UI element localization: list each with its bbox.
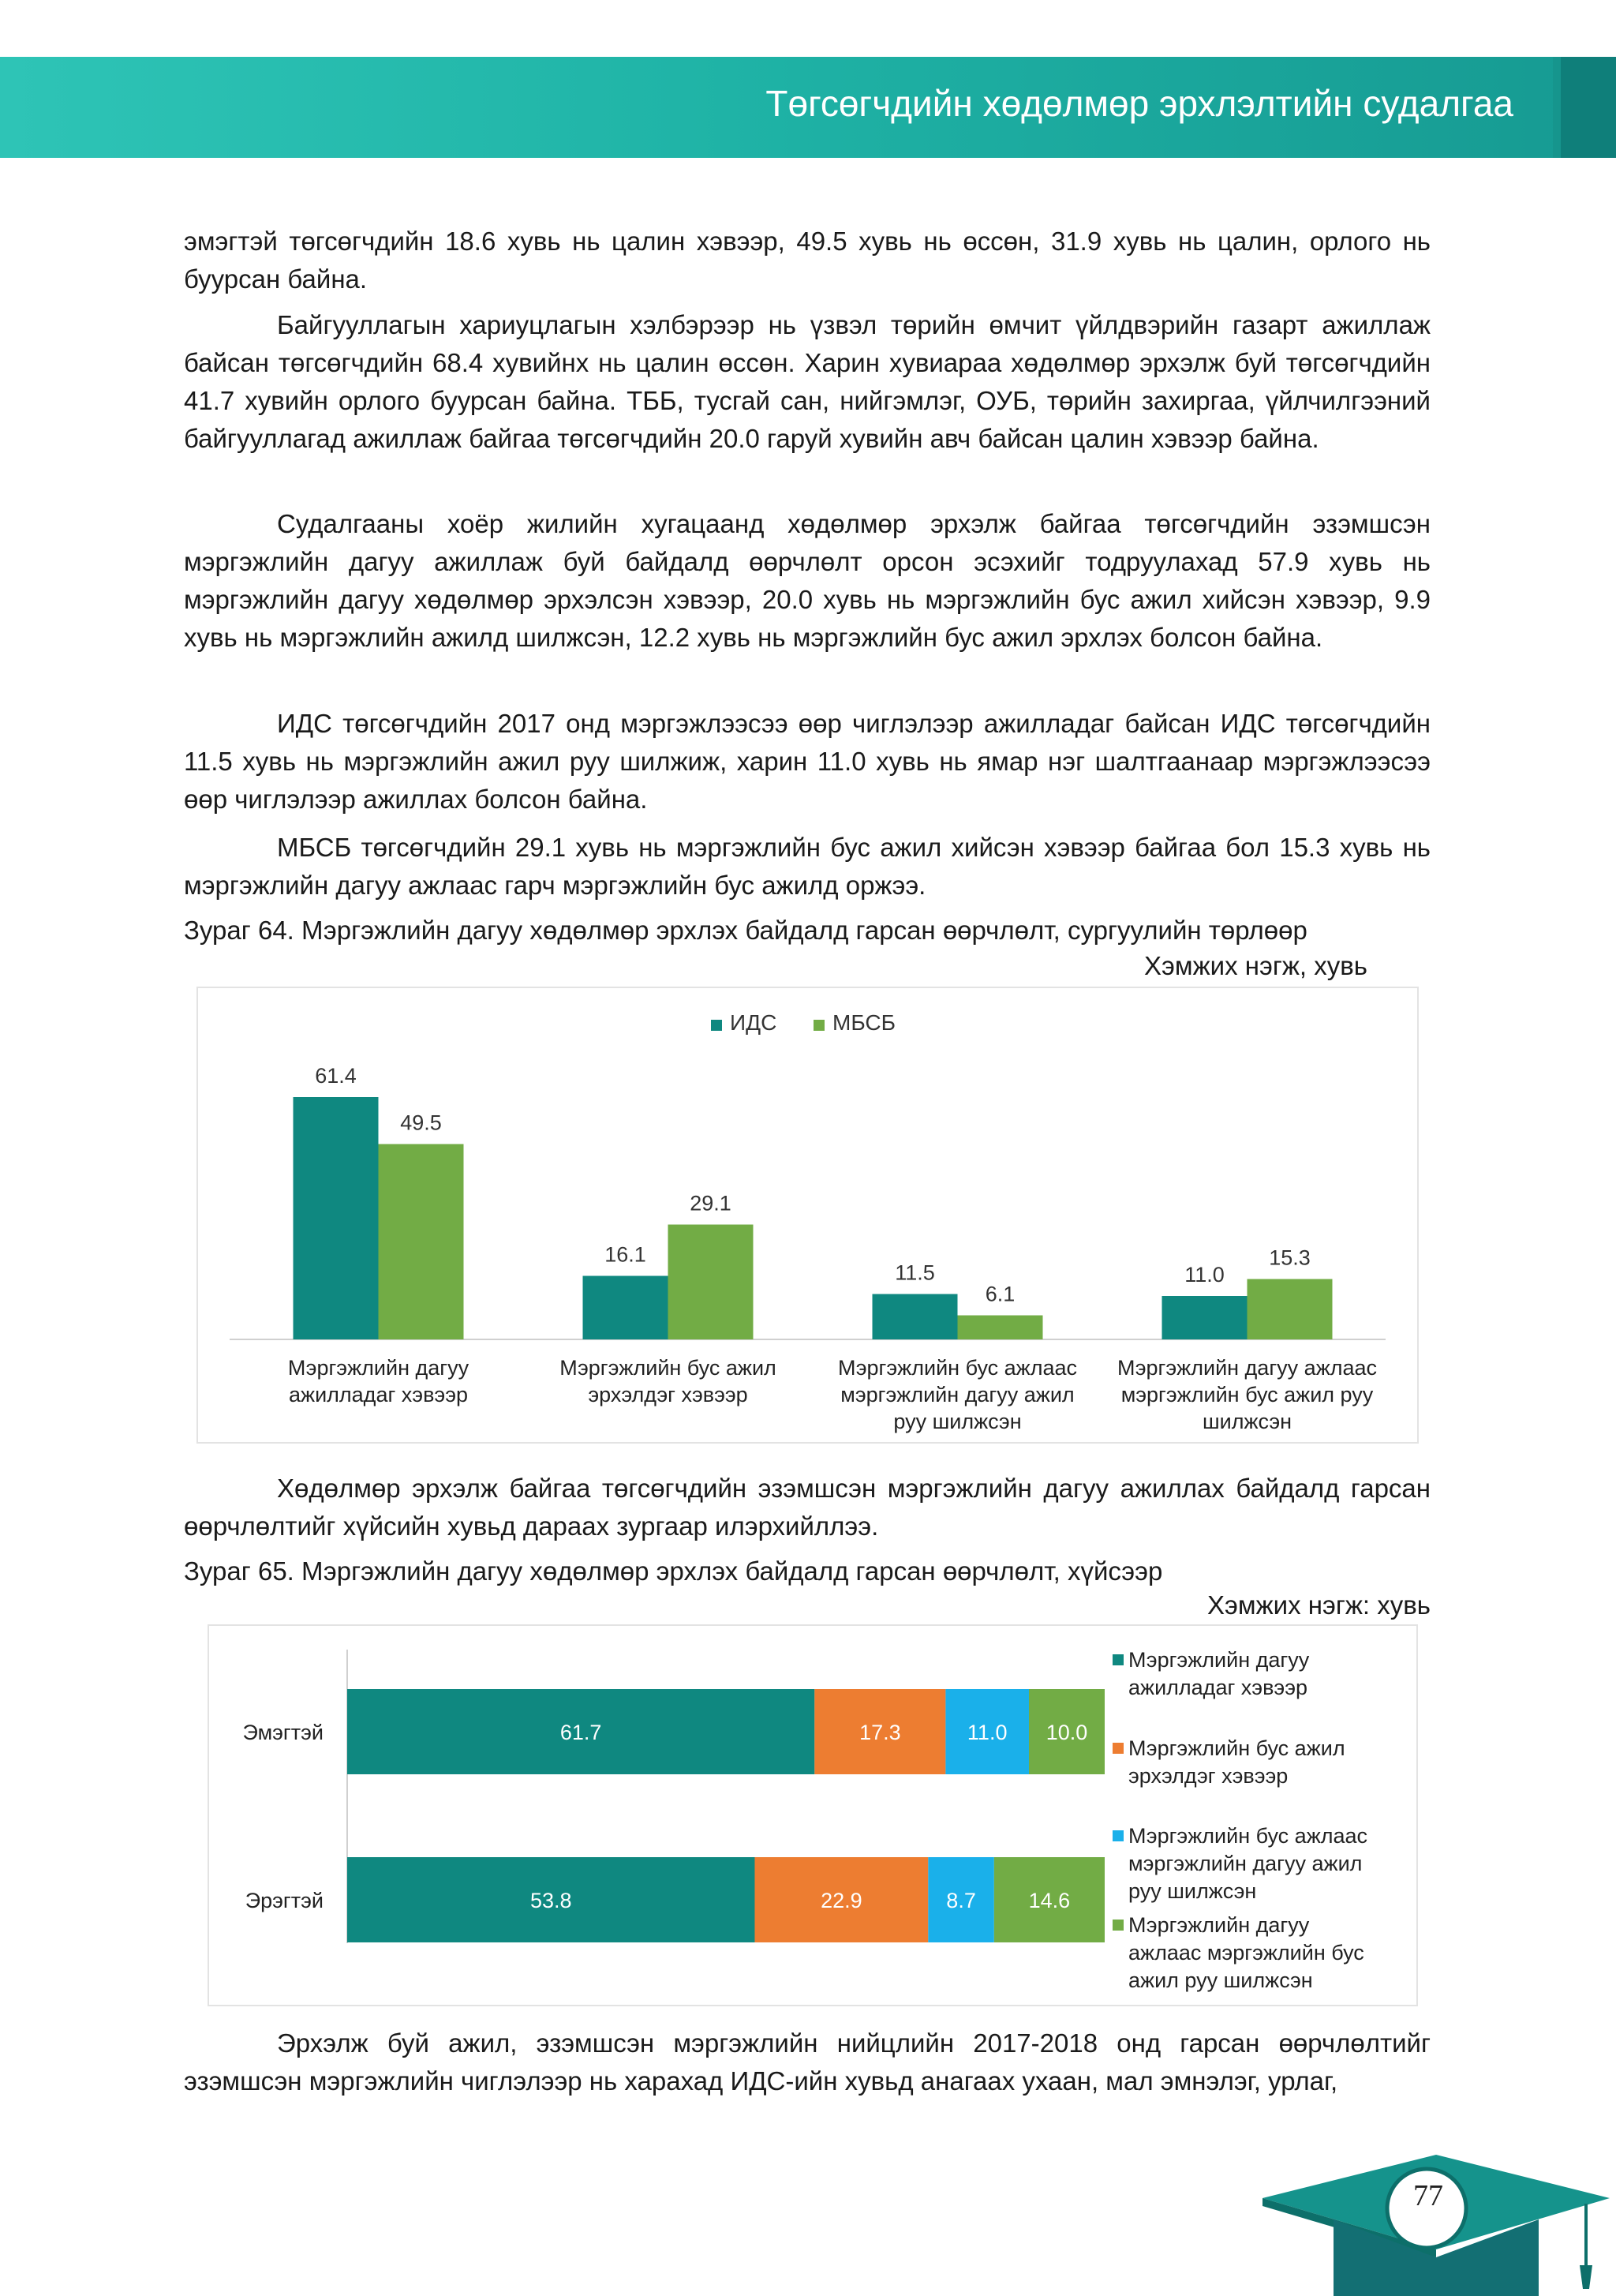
data-label-0-0: 61.4 xyxy=(315,1064,357,1088)
category-label-3-1: мэргэжлийн бус ажил руу xyxy=(1120,1383,1374,1406)
category-label-2-2: руу шилжсэн xyxy=(893,1410,1022,1433)
category-label-1-1: эрхэлдэг хэвээр xyxy=(588,1383,748,1406)
figure-65-unit: Хэмжих нэгж: хувь xyxy=(1207,1590,1431,1620)
category-label-1: Эрэгтэй xyxy=(245,1889,324,1912)
paragraph-4: ИДС төгсөгчдийн 2017 онд мэргэжлээсээ өөр чиглэлээр ажилладаг байсан ИДС төгсөгчдийн 11.5 хувь нь мэргэжлийн ажил руу шилжиж, харин 11.0 хувь нь ямар нэг шалтгаанаар мэргэжлээсээ өөр чиглэлээр ажиллах болсон байна. xyxy=(184,709,1431,814)
figure-64-svg xyxy=(198,988,1417,1442)
legend-label-2-1: мэргэжлийн дагуу ажил xyxy=(1128,1852,1363,1875)
bar-0-0 xyxy=(294,1097,379,1339)
legend-label-1-1: эрхэлдэг хэвээр xyxy=(1128,1764,1289,1788)
header-edge xyxy=(1561,57,1616,158)
figure-64-unit: Хэмжих нэгж, хувь xyxy=(1144,951,1367,980)
legend-swatch-1 xyxy=(1113,1743,1124,1754)
category-label-1-0: Мэргэжлийн бус ажил xyxy=(559,1356,776,1380)
header-title: Төгсөгчдийн хөдөлмөр эрхлэлтийн судалгаа xyxy=(765,83,1513,124)
legend-label-1: МБСБ xyxy=(832,1010,896,1035)
legend-label-3-1: ажлаас мэргэжлийн бус xyxy=(1128,1941,1364,1965)
data-label-0-2: 11.5 xyxy=(895,1260,935,1285)
header-edge-accent xyxy=(1553,57,1561,158)
figure-65-chart xyxy=(208,1624,1418,2006)
figure-64-caption: Зураг 64. Мэргэжлийн дагуу хөдөлмөр эрхлэх байдалд гарсан өөрчлөлт, сургуулийн төрлөөр xyxy=(184,916,1307,945)
legend-label-2-0: Мэргэжлийн бус ажлаас xyxy=(1128,1824,1368,1848)
figure-65-svg xyxy=(209,1626,1416,2005)
legend-label-3-2: ажил руу шилжсэн xyxy=(1128,1968,1313,1992)
bar-0-3 xyxy=(1162,1296,1248,1339)
figure-64-chart xyxy=(196,987,1419,1444)
segment-label-1-1: 22.9 xyxy=(821,1889,862,1912)
legend-swatch-3 xyxy=(1113,1920,1124,1931)
figure-65-caption: Зураг 65. Мэргэжлийн дагуу хөдөлмөр эрхлэх байдалд гарсан өөрчлөлт, хүйсээр xyxy=(184,1556,1163,1586)
segment-label-3-0: 10.0 xyxy=(1046,1721,1088,1744)
category-label-0-0: Мэргэжлийн дагуу xyxy=(287,1356,469,1380)
data-label-1-2: 6.1 xyxy=(985,1282,1016,1306)
paragraph-5: МБСБ төгсөгчдийн 29.1 хувь нь мэргэжлийн бус ажил хийсэн хэвээр байгаа бол 15.3 хувь нь мэргэжлийн дагуу ажлаас гарч мэргэжлийн бус ажилд оржээ. xyxy=(184,833,1431,900)
legend-label-3-0: Мэргэжлийн дагуу xyxy=(1128,1913,1310,1937)
legend-label-0-0: Мэргэжлийн дагуу xyxy=(1128,1648,1310,1672)
paragraph-7: Эрхэлж буй ажил, эзэмшсэн мэргэжлийн нийцлийн 2017-2018 онд гарсан өөрчлөлтийг эзэмшсэн мэргэжлийн чиглэлээр нь харахад ИДС-ийн хувьд анагаах ухаан, мал эмнэлэг, урлаг, xyxy=(184,2028,1431,2096)
category-label-3-0: Мэргэжлийн дагуу ажлаас xyxy=(1117,1356,1378,1380)
bar-1-0 xyxy=(379,1144,464,1340)
page-number: 77 xyxy=(1413,2179,1443,2212)
paragraph-2: Байгууллагын хариуцлагын хэлбэрээр нь үзвэл төрийн өмчит үйлдвэрийн газарт ажиллаж байсан төгсөгчдийн 68.4 хувийнх нь цалин өссөн. Харин хувиараа хөдөлмөр эрхэлж буй төгсөгчдийн 41.7 хувийн орлого буурсан байна. ТББ, тусгай сан, нийгэмлэг, ОУБ, төрийн захиргаа, үйлчилгээний байгууллагад ажиллаж байгаа төгсөгчдийн 20.0 гаруй хувийн авч байсан цалин хэвээр байна. xyxy=(184,310,1431,453)
bar-1-2 xyxy=(958,1316,1043,1340)
legend-swatch-1 xyxy=(814,1020,825,1031)
segment-label-2-0: 11.0 xyxy=(967,1721,1008,1744)
legend-swatch-2 xyxy=(1113,1830,1124,1841)
segment-label-0-0: 61.7 xyxy=(559,1721,602,1744)
header-band xyxy=(0,57,1616,158)
category-label-2-0: Мэргэжлийн бус ажлаас xyxy=(837,1356,1078,1380)
bar-1-3 xyxy=(1248,1279,1333,1340)
paragraph-6: Хөдөлмөр эрхэлж байгаа төгсөгчдийн эзэмшсэн мэргэжлийн дагуу ажиллах байдалд гарсан өөрчлөлтийг хүйсийн хувьд дараах зургаар илэрхийллээ. xyxy=(184,1474,1431,1541)
legend-swatch-0 xyxy=(1113,1654,1124,1665)
data-label-0-1: 16.1 xyxy=(604,1242,646,1267)
data-label-0-3: 11.0 xyxy=(1184,1263,1225,1287)
legend-label-0: ИДС xyxy=(730,1010,777,1035)
segment-label-0-1: 53.8 xyxy=(529,1889,572,1912)
bar-1-1 xyxy=(668,1225,754,1340)
legend-label-1-0: Мэргэжлийн бус ажил xyxy=(1128,1736,1345,1760)
segment-label-2-1: 8.7 xyxy=(946,1889,976,1912)
data-label-1-0: 49.5 xyxy=(400,1111,442,1135)
segment-label-3-1: 14.6 xyxy=(1028,1889,1071,1912)
legend-label-0-1: ажилладаг хэвээр xyxy=(1128,1676,1307,1699)
segment-label-1-0: 17.3 xyxy=(859,1721,901,1744)
paragraph-1: эмэгтэй төгсөгчдийн 18.6 хувь нь цалин хэвээр, 49.5 хувь нь өссөн, 31.9 хувь нь цалин, орлого нь буурсан байна. xyxy=(184,227,1431,294)
category-label-2-1: мэргэжлийн дагуу ажил xyxy=(840,1383,1075,1406)
data-label-1-1: 29.1 xyxy=(690,1191,731,1215)
data-label-1-3: 15.3 xyxy=(1269,1245,1311,1270)
category-label-0: Эмэгтэй xyxy=(242,1721,324,1744)
category-label-3-2: шилжсэн xyxy=(1202,1410,1292,1433)
bar-0-2 xyxy=(873,1294,958,1340)
legend-swatch-0 xyxy=(711,1020,722,1031)
legend-label-2-2: руу шилжсэн xyxy=(1128,1879,1257,1903)
bar-0-1 xyxy=(583,1276,668,1340)
category-label-0-1: ажилладаг хэвээр xyxy=(289,1383,468,1406)
paragraph-3: Судалгааны хоёр жилийн хугацаанд хөдөлмөр эрхэлж байгаа төгсөгчдийн эзэмшсэн мэргэжлийн дагуу ажиллаж буй байдалд өөрчлөлт орсон эсэхийг тодруулахад 57.9 хувь нь мэргэжлийн дагуу хөдөлмөр эрхэлсэн хэвээр, 20.0 хувь нь мэргэжлийн бус ажил хийсэн хэвээр, 9.9 хувь нь мэргэжлийн ажилд шилжсэн, 12.2 хувь нь мэргэжлийн бус ажил эрхлэх болсон байна. xyxy=(184,509,1431,652)
